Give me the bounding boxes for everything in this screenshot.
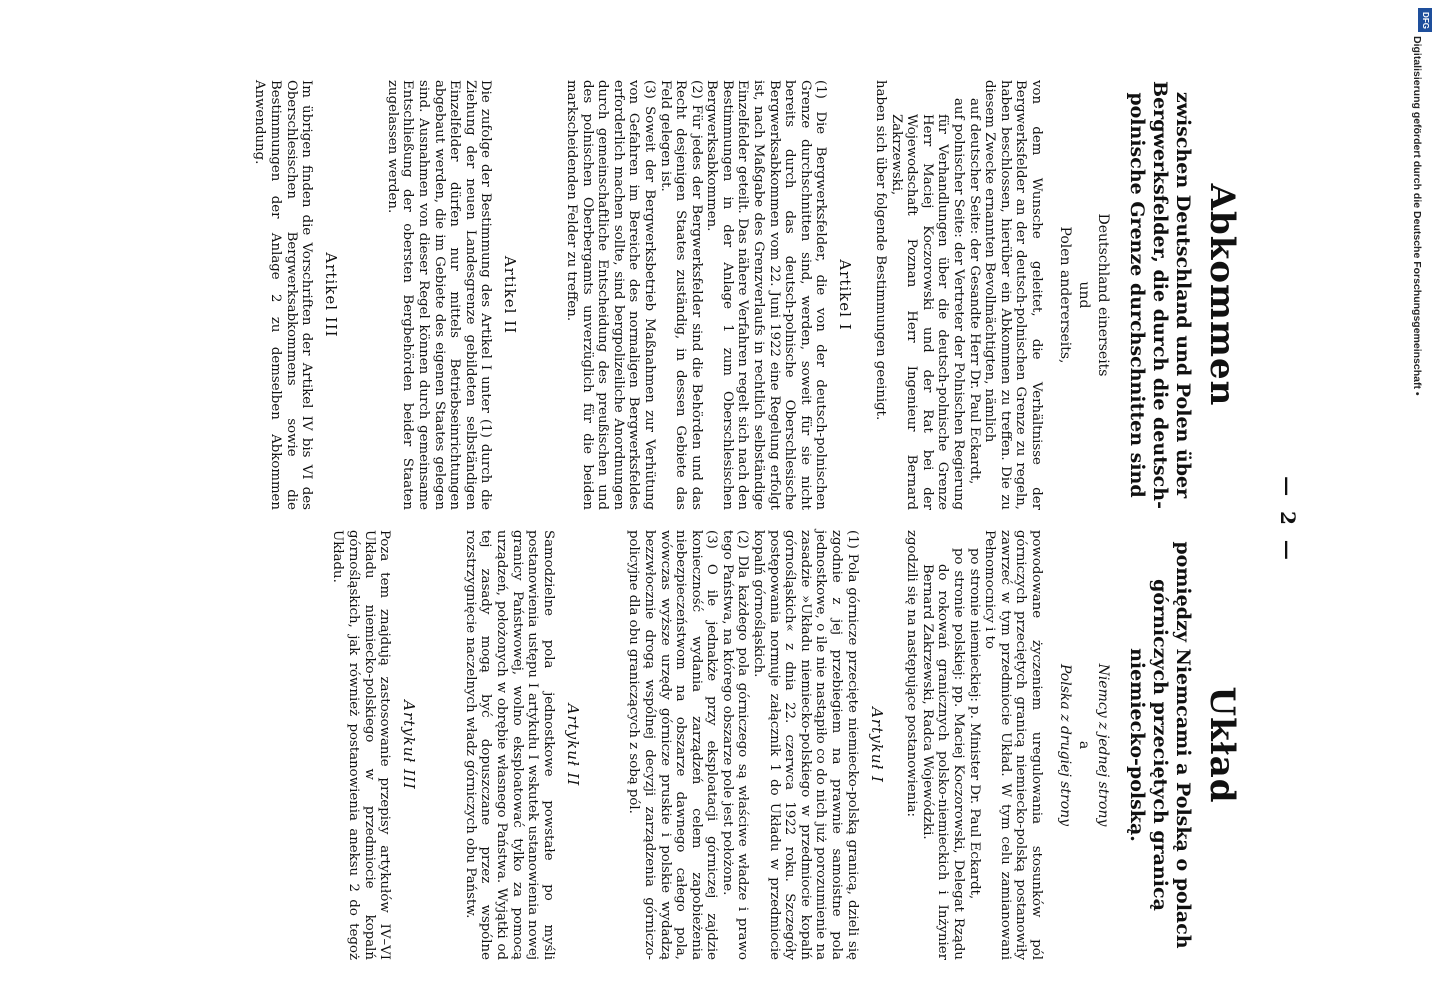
german-preamble: von dem Wunsche geleitet, die Verhältnisse der Bergwerksfelder an der deutsch-polnischen Grenze zu regeln, haben beschlossen, hierüber ein Abkommen zu treffen. Die zu diesem Zwecke ernannten Bevollmächtigten, nämlich (982, 80, 1044, 510)
polish-plenipotentiary-2: po stronie polskiej: pp. Maciej Koczorowski, Delegat Rządu do rokowań granicznych polsko-niemieckich i Inżynier Bernard Zakrzewski, Radca Wojewódzki. (919, 548, 967, 960)
polish-party-2-text: Polska z drugiej strony (1057, 663, 1073, 827)
german-party-1: Deutschland einerseits (1095, 213, 1111, 377)
polish-article-3-p1: Poza tem znajdują zastosowanie przepisy artykułów IV–VI Układu niemiecko-polskiego w przedmiocie kopalń górnośląskich, jak również postanowienia aneksu 2 do tegoż Układu. (330, 530, 393, 960)
german-article-3-p1: Im übrigen finden die Vorschriften der Artikel IV bis VI des Oberschlesischen Bergwerksabkommens sowie die Bestimmungen der Anlage 2 zu demselben Abkommen Anwendung. (252, 80, 315, 510)
german-article-1-heading: Artikel I (836, 259, 855, 331)
german-plenipotentiary-1: auf deutscher Seite: der Gesandte Herr Dr. Paul Eckardt, (966, 98, 982, 485)
polish-article-1-p1: (1) Pola górnicze przecięte niemiecko-polską granicą, dzieli się zgodnie z jej przebiegiem na prawnie samoistne pola jednostkowe, o ile nie nastąpiło co do nich już porozumienie na zasadzie »Układu niemiecko-polskiego w przedmiocie kopalń górnośląskich« z dnia 22. czerwca 1922 roku. Szczegóły postępowania normuje załącznik 1 do Układu w przedmiocie kopalń górnośląskich. (751, 530, 860, 960)
polish-preamble: powodowane życzeniem uregulowania stosunków pól górniczych przeciętych granicą niemiecko-polską postanowiły zawrzeć w tym przedmiocie Układ. W tym celu zamianowani Pełnomocnicy i to (982, 530, 1044, 960)
german-article-1-p1: (1) Die Bergwerksfelder, die von der deutsch-polnischen Grenze durchschnitten sind, werden, soweit für sie nicht bereits durch das deutsch-polnische Oberschlesische Bergwerksabkommen vom 22. Juni 1922 eine Regelung erfolgt ist, nach Maßgabe des Grenzverlaufs in rechtlich selbständige Einzelfelder geteilt. Das nähere Verfahren regelt sich nach den Bestimmungen in der Anlage 1 zum Oberschlesischen Bergwerksabkommen. (704, 80, 829, 510)
polish-article-1-p3: (3) O ile jednakże przy eksploatacji górniczej zajdzie konieczność wydania zarządzeń celem zapobieżenia niebezpieczeństwom na obszarze dawnego całego pola, wówczas wyższe urzędy górnicze pruskie i polskie wydadzą bezzwłocznie drogą wspólnej decyzji zarządzenia górniczo-policyjne dla obu graniczących z sobą pól. (626, 530, 720, 960)
polish-article-2-heading: Artykuł II (563, 703, 582, 787)
polish-column (330, 530, 1260, 960)
german-agreed: haben sich über folgende Bestimmungen geeinigt. (873, 80, 889, 421)
german-plenipotentiary-2: auf polnischer Seite: der Vertreter der Polnischen Regierung für Verhandlungen über die deutsch-polnische Grenze Herr Maciej Koczorowski und der Rat bei der Wojewodschaft Poznan Herr Ingenieur Bernard Zakrzewski, (888, 98, 967, 510)
polish-agreed: zgodzili się na następujące postanowienia: (904, 530, 920, 818)
digitization-credit (1405, 8, 1429, 998)
page-number: — 2 — (1276, 476, 1300, 564)
german-article-2-p1: Die zufolge der Bestimmung des Artikel I unter (1) durch die Ziehung der neuen Landesgrenze gebildeten selbständigen Einzelfelder dürfen nur mittels Betriebseinrichtungen abgebaut werden, die im Gebiete des eigenen Staates gelegen sind. Ausnahmen von dieser Regel können durch gemeinsame Entschließung der obersten Bergbehörden beider Staaten zugelassen werden. (384, 80, 494, 510)
polish-subtitle: pomiędzy Niemcami a Polską o polach górniczych przeciętych granicą niemiecko-polską. (1126, 541, 1194, 949)
polish-party-1 (1094, 530, 1111, 960)
polish-article-1-heading: Artykuł I (867, 707, 886, 783)
polish-party-2 (1056, 530, 1073, 960)
polish-and: a (1076, 740, 1092, 750)
german-title: Abkommen (1202, 183, 1242, 407)
german-article-2-heading: Artikel II (501, 255, 520, 335)
polish-article-1-p2: (2) Dla każdego pola górniczego są właściwe władze i prawo tego Państwa, na którego obszarze pole jest położone. (719, 530, 751, 960)
german-article-1-p2: (2) Für jedes der Bergwerksfelder sind die Behörden und das Recht desjenigen Staates zuständig, in dessen Gebiete das Feld gelegen ist. (657, 80, 704, 510)
polish-article-2-p1: Samodzielne pola jednostkowe powstałe po myśli postanowienia ustępu I artykułu I wskutek ustanowienia nowej granicy Państwowej, wolno eksploatować tylko za pomocą urządzeń, położonych w obrębie własnego Państwa. Wyjątki od tej zasady mogą być dopuszczane przez wspólne rozstrzygnięcie naczelnych władz górniczych obu Państw. (462, 530, 556, 960)
polish-plenipotentiary-1: po stronie niemieckiej: p. Minister Dr. Paul Eckardt, (966, 548, 982, 900)
dfg-logo-text: DFG (1420, 11, 1430, 29)
german-column (252, 80, 1260, 510)
german-article-1-p3: (3) Soweit der Bergwerksbetrieb Maßnahmen zur Verhütung von Gefahren im Bereiche des normaligen Bergwerksfeldes erforderlich machen sollte, sind bergpolizeiliche Anordnungen durch gemeinschaftliche Entscheidung des preußischen und des polnischen Oberbergamts unverzüglich für die beiden markscheidenden Felder zu treffen. (563, 80, 657, 510)
rotated-document-page (120, 80, 1300, 960)
polish-article-3-heading: Artykuł III (400, 700, 419, 790)
german-party-2: Polen andererseits, (1057, 226, 1073, 364)
digitization-credit-text: Digitalisierung gefördert durch die Deutsche Forschungsgemeinschaft • (1411, 36, 1423, 396)
german-and: und (1076, 281, 1092, 309)
polish-party-1-text: Niemcy z jednej strony (1095, 663, 1111, 827)
polish-title: Układ (1202, 686, 1242, 804)
german-article-3-heading: Artikel III (322, 252, 341, 338)
german-subtitle: zwischen Deutschland und Polen über Bergwerksfelder, die durch die deutsch-polnische Grenze durchschnitten sind (1126, 81, 1194, 509)
